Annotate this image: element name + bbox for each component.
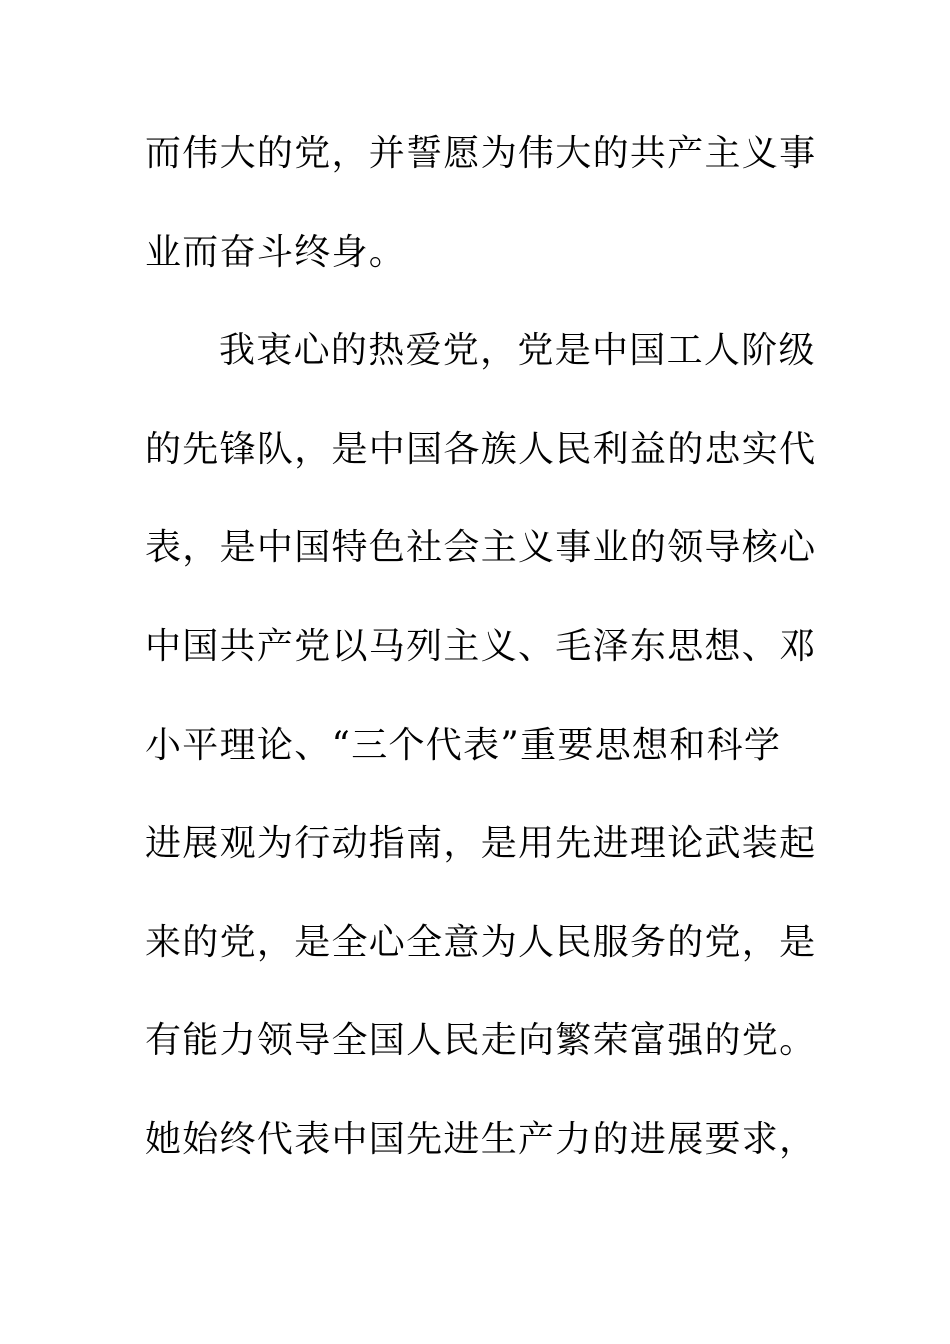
paragraph-first-line: 我衷心的热爱党，党是中国工人阶级 [219, 330, 816, 372]
text-line: 有能力领导全国人民走向繁荣富强的党。 [145, 1020, 817, 1062]
text-line: 业而奋斗终身。 [145, 231, 407, 273]
text-line: 进展观为行动指南，是用先进理论武装起 [145, 823, 817, 865]
text-line: 的先锋队，是中国各族人民利益的忠实代 [145, 428, 817, 470]
text-line: 她始终代表中国先进生产力的进展要求， [145, 1118, 817, 1160]
text-line: 来的党，是全心全意为人民服务的党，是 [145, 921, 817, 963]
text-line: 小平理论、“三个代表”重要思想和科学 [145, 724, 782, 766]
text-line: 而伟大的党，并誓愿为伟大的共产主义事 [145, 133, 817, 174]
text-line: 表，是中国特色社会主义事业的领导核心 [145, 527, 817, 569]
text-line: 中国共产党以马列主义、毛泽东思想、邓 [145, 625, 817, 667]
body-text [145, 124, 825, 1209]
